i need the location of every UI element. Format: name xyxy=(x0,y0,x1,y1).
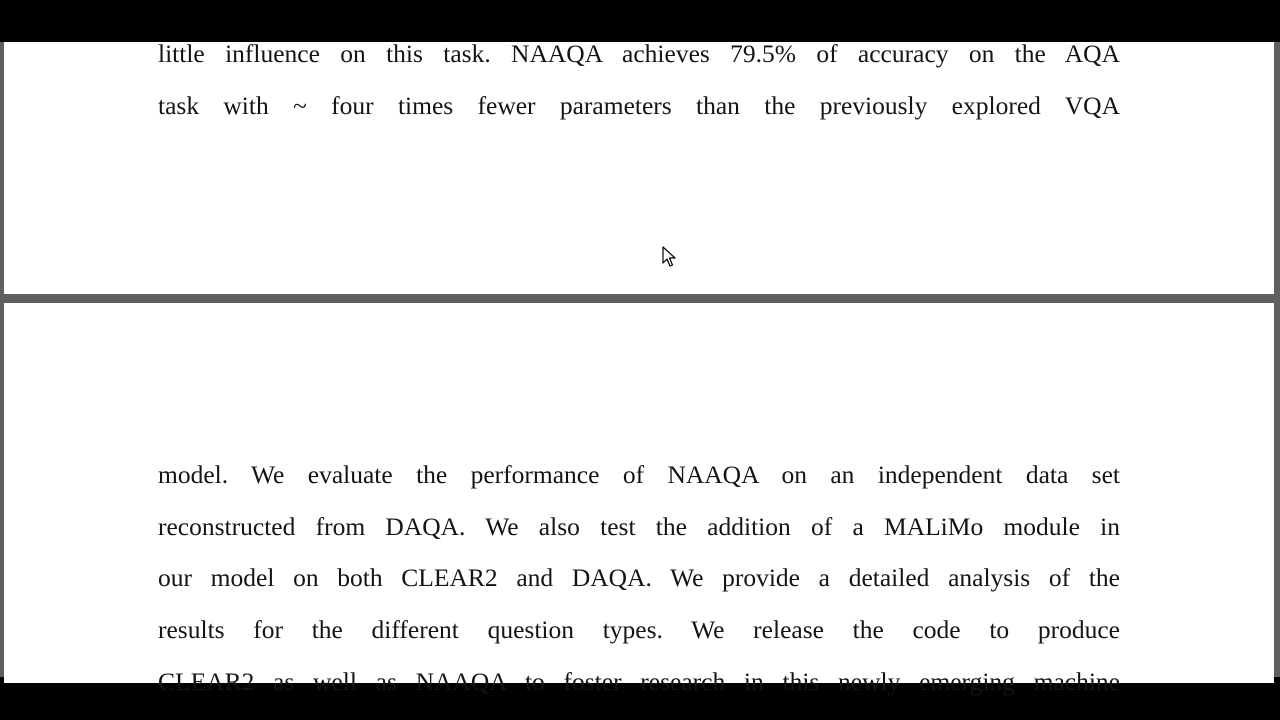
text-line: little influence on this task. NAAQA achieves 79.5% of accuracy on the AQA xyxy=(158,39,1120,68)
text-line: results for the different question types. We release the code to produce xyxy=(158,615,1120,645)
text-line: CLEAR2 as well as NAAQA to foster research in this newly emerging machine xyxy=(158,666,1120,696)
page-lower-text xyxy=(158,449,1120,707)
text-line: our model on both CLEAR2 and DAQA. We provide a detailed analysis of the xyxy=(158,563,1120,593)
scrollbar-track[interactable] xyxy=(1274,42,1280,677)
document-page-upper xyxy=(4,39,1274,294)
text-line: model. We evaluate the performance of NAAQA on an independent data set xyxy=(158,460,1120,489)
document-page-lower xyxy=(4,303,1274,696)
text-line: reconstructed from DAQA. We also test the addition of a MALiMo module in xyxy=(158,511,1120,541)
text-line: task with ~ four times fewer parameters than the previously explored VQA xyxy=(158,90,1120,120)
page-upper-text xyxy=(158,28,1120,131)
pages-scroll-area[interactable] xyxy=(0,39,1280,696)
